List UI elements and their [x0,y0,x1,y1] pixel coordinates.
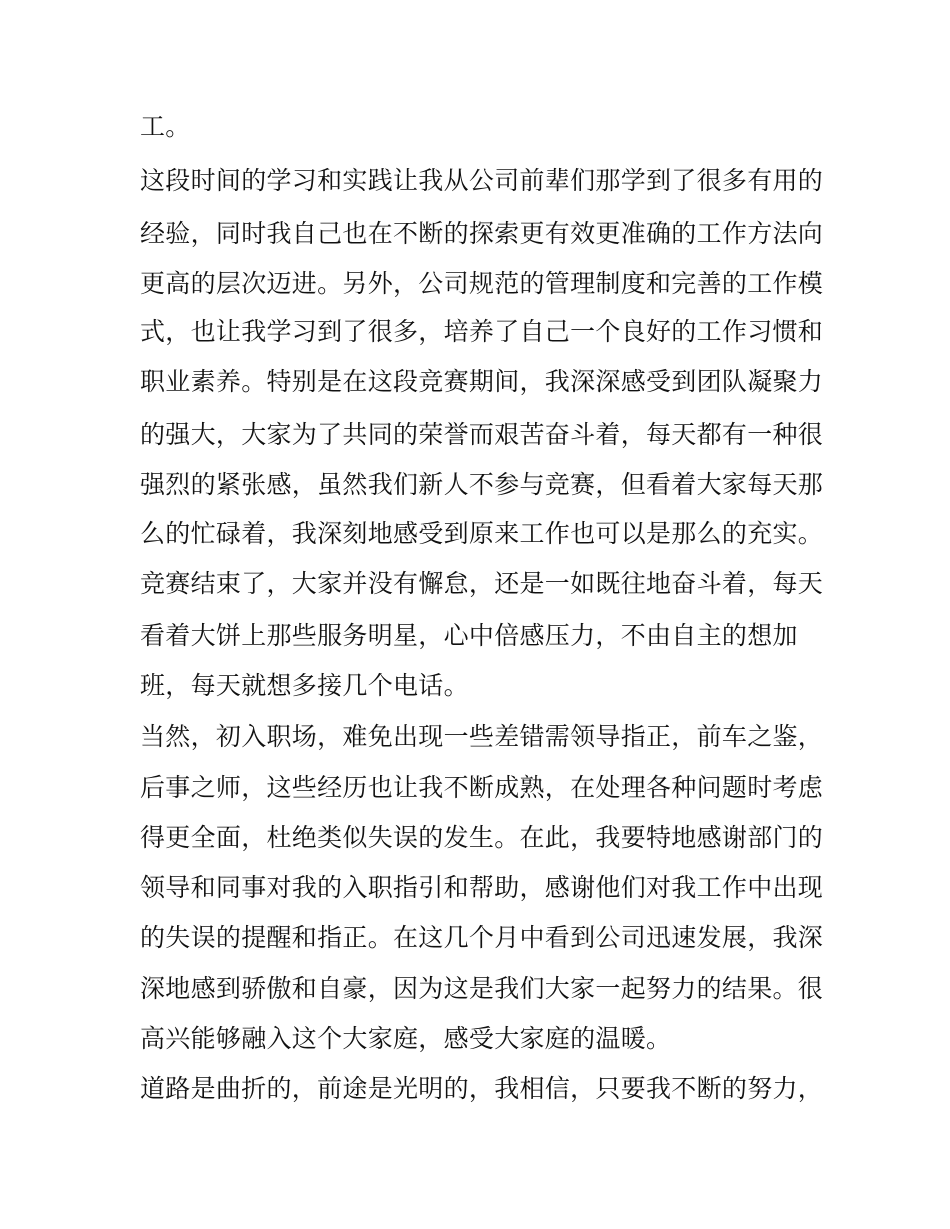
text-line: 的强大，大家为了共同的荣誉而艰苦奋斗着，每天都有一种很 [140,420,824,449]
text-line: 当然，初入职场，难免出现一些差错需领导指正，前车之鉴， [140,722,824,751]
text-line: 得更全面，杜绝类似失误的发生。在此，我要特地感谢部门的 [140,823,824,852]
text-line: 道路是曲折的，前途是光明的，我相信，只要我不断的努力， [140,1074,824,1103]
text-line: 深地感到骄傲和自豪，因为这是我们大家一起努力的结果。很 [140,974,824,1003]
text-line: 后事之师，这些经历也让我不断成熟，在处理各种问题时考虑 [140,773,824,802]
text-line: 式，也让我学习到了很多，培养了自己一个良好的工作习惯和 [140,317,824,346]
text-line: 领导和同事对我的入职指引和帮助，感谢他们对我工作中出现 [140,873,824,902]
text-line: 工。 [140,112,191,141]
text-line: 职业素养。特别是在这段竞赛期间，我深深感受到团队凝聚力 [140,367,824,396]
text-line: 班，每天就想多接几个电话。 [140,671,469,700]
text-line: 经验，同时我自己也在不断的探索更有效更准确的工作方法向 [140,219,824,248]
text-line: 更高的层次迈进。另外，公司规范的管理制度和完善的工作模 [140,269,824,298]
text-line: 的失误的提醒和指正。在这几个月中看到公司迅速发展，我深 [140,923,824,952]
text-line: 强烈的紧张感，虽然我们新人不参与竞赛，但看着大家每天那 [140,470,824,499]
text-line: 么的忙碌着，我深刻地感受到原来工作也可以是那么的充实。 [140,519,824,548]
text-line: 高兴能够融入这个大家庭，感受大家庭的温暖。 [140,1024,672,1053]
text-line: 看着大饼上那些服务明星，心中倍感压力，不由自主的想加 [140,621,798,650]
text-line: 这段时间的学习和实践让我从公司前辈们那学到了很多有用的 [140,166,824,195]
text-line: 竞赛结束了，大家并没有懈怠，还是一如既往地奋斗着，每天 [140,569,824,598]
